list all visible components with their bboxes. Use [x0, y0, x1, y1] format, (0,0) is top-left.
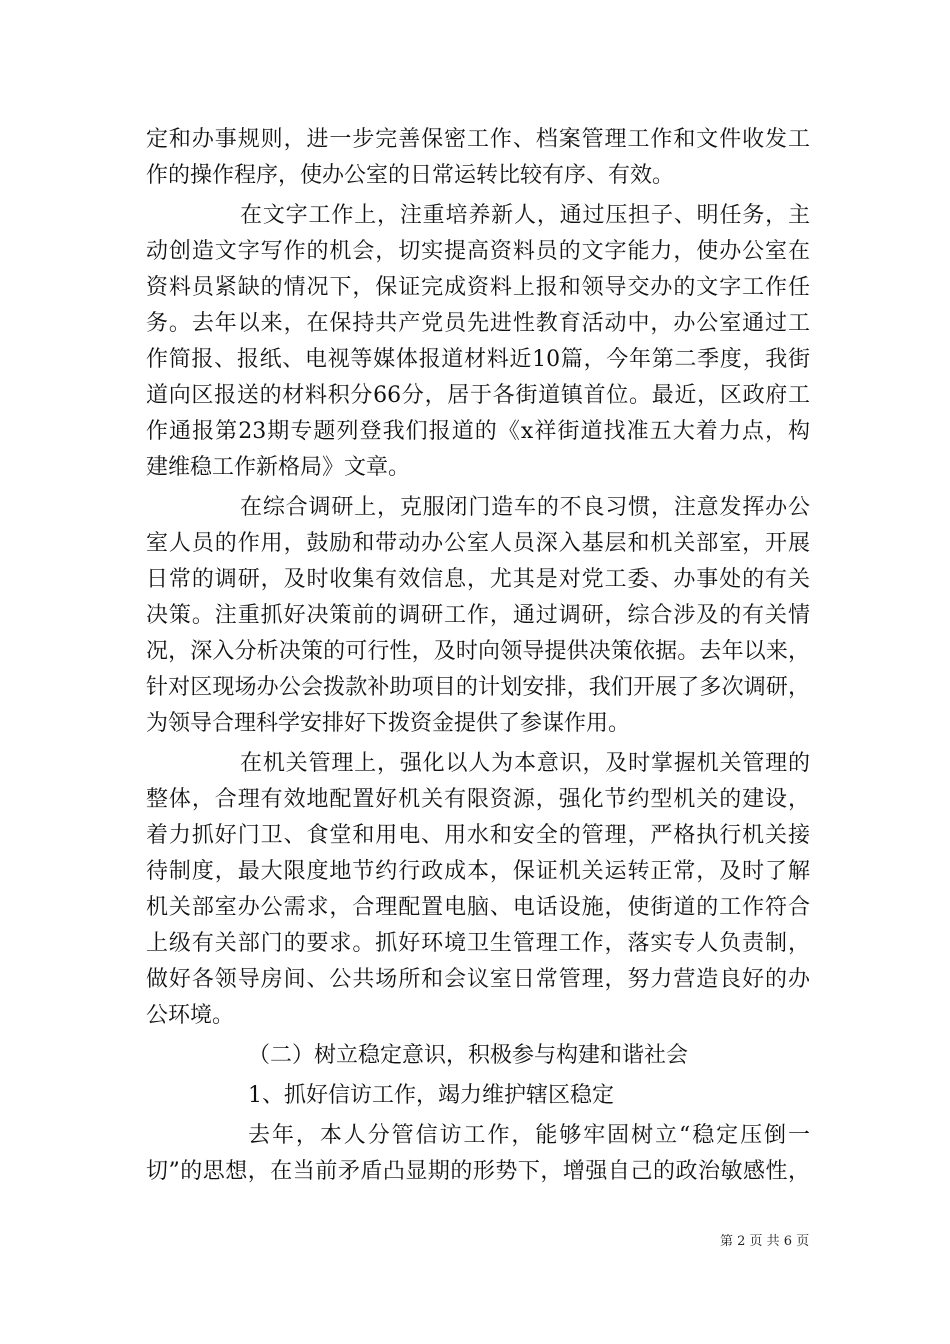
text-line: 整体，合理有效地配置好机关有限资源，强化节约型机关的建设，	[146, 787, 810, 812]
paragraph-start-line: 在文字工作上，注重培养新人，通过压担子、明任务，主	[240, 203, 810, 228]
text-line: 作的操作程序，使办公室的日常运转比较有序、有效。	[146, 163, 675, 188]
text-line: 决策。注重抓好决策前的调研工作，通过调研，综合涉及的有关情	[146, 603, 810, 628]
text-line: 为领导合理科学安排好下拨资金提供了参谋作用。	[146, 711, 631, 736]
text-line: 动创造文字写作的机会，切实提高资料员的文字能力，使办公室在	[146, 239, 810, 264]
text-line: 日常的调研，及时收集有效信息，尤其是对党工委、办事处的有关	[146, 567, 810, 592]
text-line: 道向区报送的材料积分66分，居于各街道镇首位。最近，区政府工	[146, 383, 810, 408]
text-line: 务。去年以来，在保持共产党员先进性教育活动中，办公室通过工	[146, 311, 810, 336]
text-line: 建维稳工作新格局》文章。	[146, 455, 411, 480]
text-line: 作简报、报纸、电视等媒体报道材料近10篇，今年第二季度，我街	[146, 347, 810, 372]
text-line: 着力抓好门卫、食堂和用电、用水和安全的管理，严格执行机关接	[146, 823, 810, 848]
text-line: 资料员紧缺的情况下，保证完成资料上报和领导交办的文字工作任	[146, 275, 810, 300]
text-line: 机关部室办公需求，合理配置电脑、电话设施，使街道的工作符合	[146, 895, 810, 920]
text-line: 定和办事规则，进一步完善保密工作、档案管理工作和文件收发工	[146, 127, 810, 152]
text-line: 室人员的作用，鼓励和带动办公室人员深入基层和机关部室，开展	[146, 531, 810, 556]
section-heading: （二）树立稳定意识，积极参与构建和谐社会	[248, 1043, 689, 1068]
paragraph-start-line: 去年，本人分管信访工作，能够牢固树立“稳定压倒一	[248, 1123, 810, 1148]
text-line: 公环境。	[146, 1003, 235, 1028]
text-line: 切”的思想，在当前矛盾凸显期的形势下，增强自己的政治敏感性，	[146, 1159, 810, 1184]
text-line: 况，深入分析决策的可行性，及时向领导提供决策依据。去年以来，	[146, 639, 810, 664]
text-line: 针对区现场办公会拨款补助项目的计划安排，我们开展了多次调研，	[146, 675, 810, 700]
paragraph-start-line: 在综合调研上，克服闭门造车的不良习惯，注意发挥办公	[240, 495, 810, 520]
paragraph-start-line: 在机关管理上，强化以人为本意识，及时掌握机关管理的	[240, 751, 810, 776]
subsection-heading: 1、抓好信访工作，竭力维护辖区稳定	[248, 1083, 614, 1108]
page-number-footer: 第 2 页 共 6 页	[720, 1234, 810, 1249]
text-line: 待制度，最大限度地节约行政成本，保证机关运转正常，及时了解	[146, 859, 810, 884]
text-line: 上级有关部门的要求。抓好环境卫生管理工作，落实专人负责制，	[146, 931, 810, 956]
text-line: 作通报第23期专题列登我们报道的《x祥街道找准五大着力点，构	[146, 419, 810, 444]
text-line: 做好各领导房间、公共场所和会议室日常管理，努力营造良好的办	[146, 967, 810, 992]
